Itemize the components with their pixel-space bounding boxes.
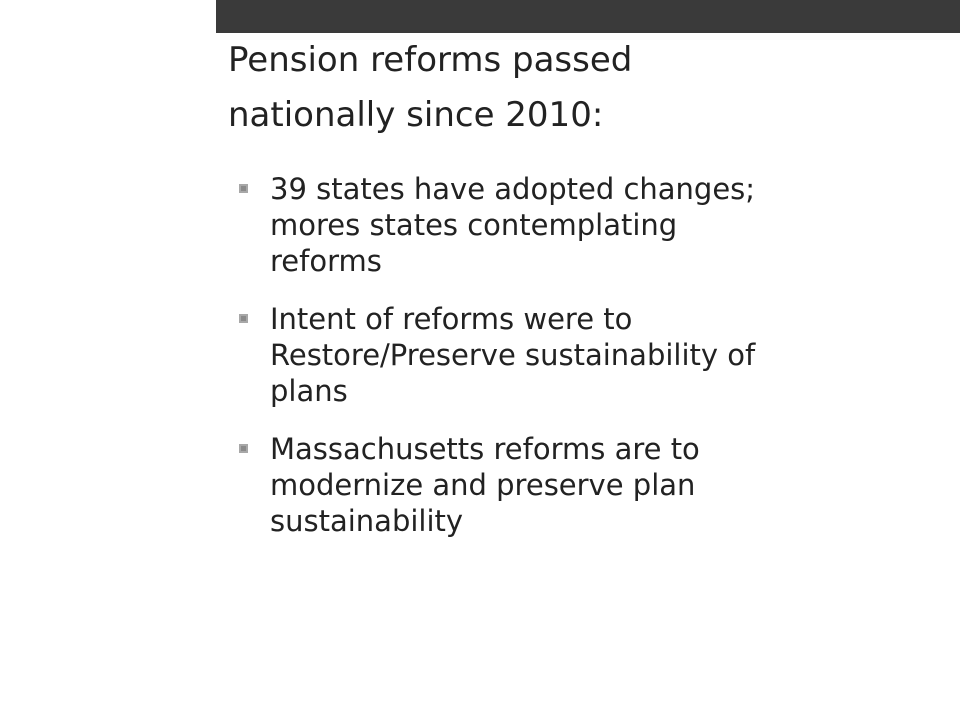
bullet-text-line: reforms: [270, 244, 382, 278]
bullet-list: [236, 171, 916, 539]
bullet-text-line: plans: [270, 374, 348, 408]
bullet-text-line: Massachusetts reforms are to: [270, 432, 700, 466]
bullet-text-line: 39 states have adopted changes;: [270, 172, 756, 206]
square-bullet-icon: [239, 184, 248, 193]
bullet-text-line: Restore/Preserve sustainability of: [270, 338, 756, 372]
bullet-item: [236, 431, 916, 539]
slide-title-line-1: Pension reforms passed: [228, 40, 633, 80]
square-bullet-icon: [239, 314, 248, 323]
bullet-item: [236, 171, 916, 279]
bullet-text-line: modernize and preserve plan: [270, 468, 696, 502]
header-bar: [216, 0, 960, 33]
square-bullet-icon: [239, 444, 248, 453]
slide-title-line-2: nationally since 2010:: [228, 95, 604, 135]
bullet-item: [236, 301, 916, 409]
bullet-text-line: mores states contemplating: [270, 208, 678, 242]
bullet-text-line: sustainability: [270, 504, 464, 538]
slide-title: [228, 33, 928, 143]
bullet-text-line: Intent of reforms were to: [270, 302, 633, 336]
